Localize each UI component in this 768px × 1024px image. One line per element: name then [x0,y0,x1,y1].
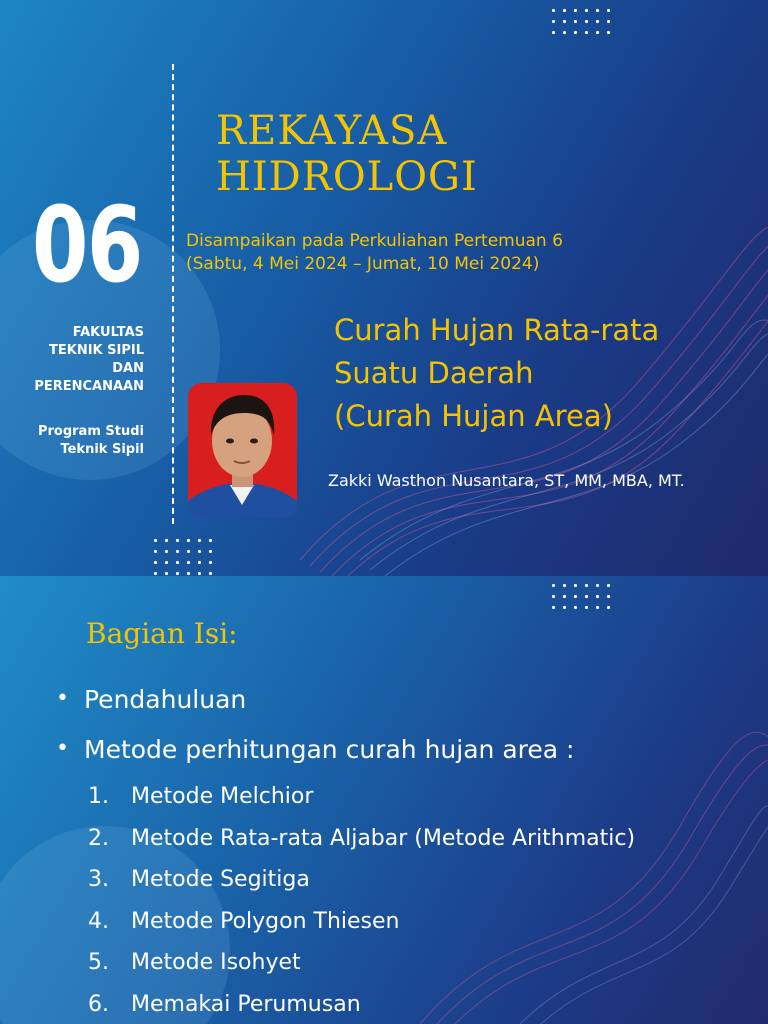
program-name: Program Studi Teknik Sipil [37,424,144,457]
dot-grid-decoration [548,5,614,38]
lecture-subtitle: Disampaikan pada Perkuliahan Pertemuan 6 (Sabtu, 4 Mei 2024 – Jumat, 10 Mei 2024) [186,231,563,274]
course-title: REKAYASA HIDROLOGI [216,108,478,200]
contents-slide [0,576,768,1024]
list-item: 4. Metode Polygon Thiesen [88,908,400,934]
lecture-topic: Curah Hujan Rata-rata Suatu Daerah (Curah Hujan Area) [334,313,660,433]
dot-grid-decoration [548,580,614,613]
list-item: 1. Metode Melchior [88,784,314,809]
lecturer-name: Zakki Wasthon Nusantara, ST, MM, MBA, MT. [328,471,685,490]
meeting-number: 06 [32,184,142,306]
dot-grid-decoration [150,535,216,575]
lecturer-photo [188,383,297,518]
list-item: • Pendahuluan [52,686,574,714]
dashed-divider [172,64,174,524]
list-item: 6. Memakai Perumusan [88,991,361,1017]
list-item: 5. Metode Isohyet [88,950,301,975]
list-item: • Metode perhitungan curah hujan area : [52,736,574,764]
contents-heading: Bagian Isi: [86,617,238,650]
faculty-name: FAKULTAS TEKNIK SIPIL DAN PERENCANAAN [34,325,144,394]
methods-list [88,784,635,1024]
list-item: 2. Metode Rata-rata Aljabar (Metode Arithmatic) [88,825,636,851]
contents-bullet-list [52,686,574,786]
list-item: 3. Metode Segitiga [88,867,310,892]
